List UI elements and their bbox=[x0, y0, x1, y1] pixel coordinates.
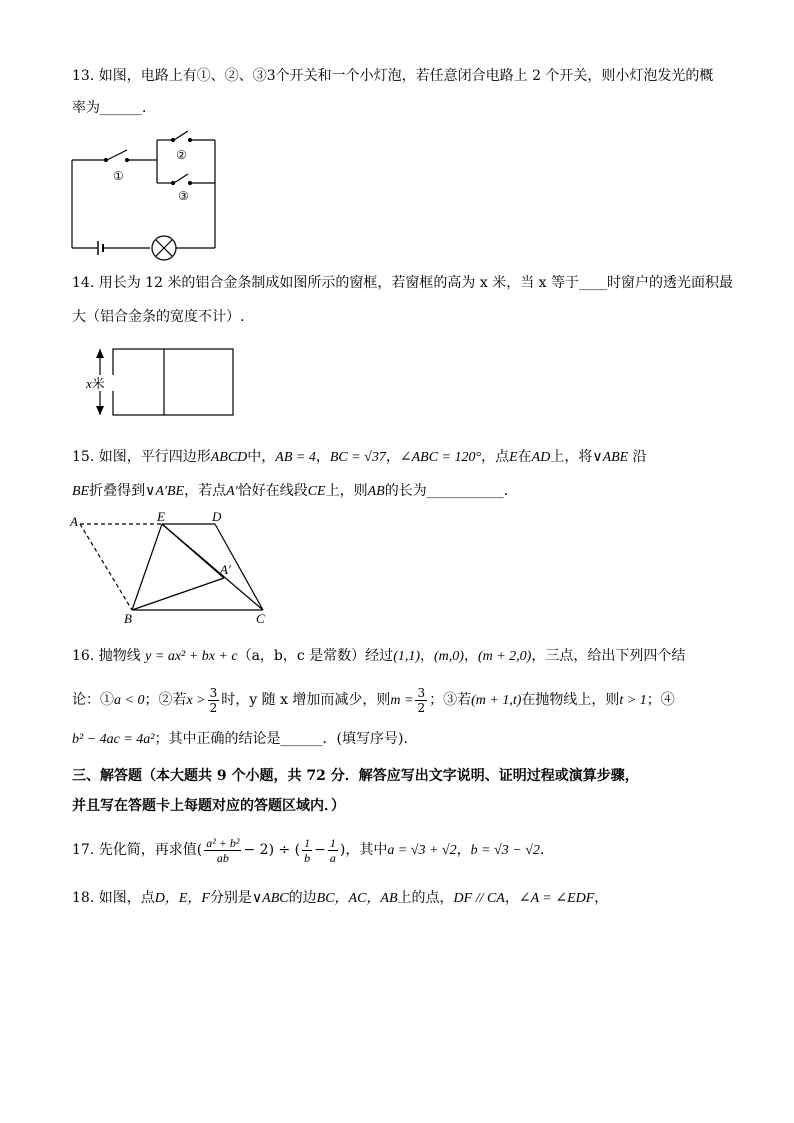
point-C: C bbox=[256, 611, 265, 626]
point-E: E bbox=[157, 509, 165, 524]
point-D: D bbox=[212, 509, 222, 524]
switch-2-label: ② bbox=[176, 148, 187, 162]
window-height-unit: 米 bbox=[91, 376, 105, 391]
section3-heading-line1: 三、解答题（本大题共 9 个小题，共 72 分．解答应写出文字说明、证明过程或演算步骤， bbox=[72, 768, 639, 784]
q16-line1: 16. 抛物线 y = ax² + bx + c（a，b，c 是常数）经过(1,1)，(m,0)，(m + 2,0)，三点，给出下列四个结 bbox=[72, 648, 686, 664]
q16-line2: 论：①a < 0；②若x > $\frac{3}{2}$ 时，y 随 x 增加而减少，则m = $\frac{3}{2}$ ；③若(m + 1,t)在抛物线上，则t > 1；④ bbox=[72, 685, 675, 715]
point-A: A bbox=[70, 514, 78, 529]
q17-line: 17. 先化简，再求值( $\frac{\text{a² + b²}}{ab}$ − 2) ÷ ( $\frac{1}{b}$ − $\frac{1}{a}$ )，其中a = √3 + √2，b = √3 − √2. bbox=[72, 835, 545, 865]
circuit-diagram bbox=[70, 130, 220, 255]
q13-line2: 率为______． bbox=[72, 100, 156, 116]
q13-line1: 13. 如图，电路上有①、②、③3个开关和一个小灯泡，若任意闭合电路上 2 个开关，则小灯泡发光的概 bbox=[72, 68, 714, 84]
q15-line1: 15. 如图，平行四边形ABCD中，AB = 4，BC = √37，∠ABC = 120°，点E在AD上，将∨ABE 沿 bbox=[72, 449, 647, 465]
q18-line: 18. 如图，点D，E，F分别是∨ABC的边BC，AC，AB上的点，DF // CA，∠A = ∠EDF， bbox=[72, 890, 609, 906]
q14-line1: 14. 用长为 12 米的铝合金条制成如图所示的窗框，若窗框的高为 x 米，当 x 等于____时窗户的透光面积最 bbox=[72, 275, 734, 291]
q15-line2: BE折叠得到∨A′BE，若点A′恰好在线段CE上，则AB的长为___________． bbox=[72, 483, 518, 499]
q14-line2: 大（铝合金条的宽度不计）. bbox=[72, 309, 245, 325]
switch-1-label: ① bbox=[113, 169, 124, 183]
window-frame-diagram bbox=[80, 345, 240, 420]
q16-line3: b² − 4ac = 4a²；其中正确的结论是______．(填写序号)． bbox=[72, 731, 418, 747]
switch-3-label: ③ bbox=[178, 189, 189, 203]
window-height-var: x bbox=[86, 376, 92, 391]
point-B: B bbox=[124, 611, 132, 626]
section3-heading-line2: 并且写在答题卡上每题对应的答题区域内．） bbox=[72, 798, 345, 814]
svg-text:x米 bbox=[85, 376, 105, 391]
point-A-prime: A′ bbox=[220, 562, 231, 577]
parallelogram-diagram bbox=[68, 510, 278, 630]
